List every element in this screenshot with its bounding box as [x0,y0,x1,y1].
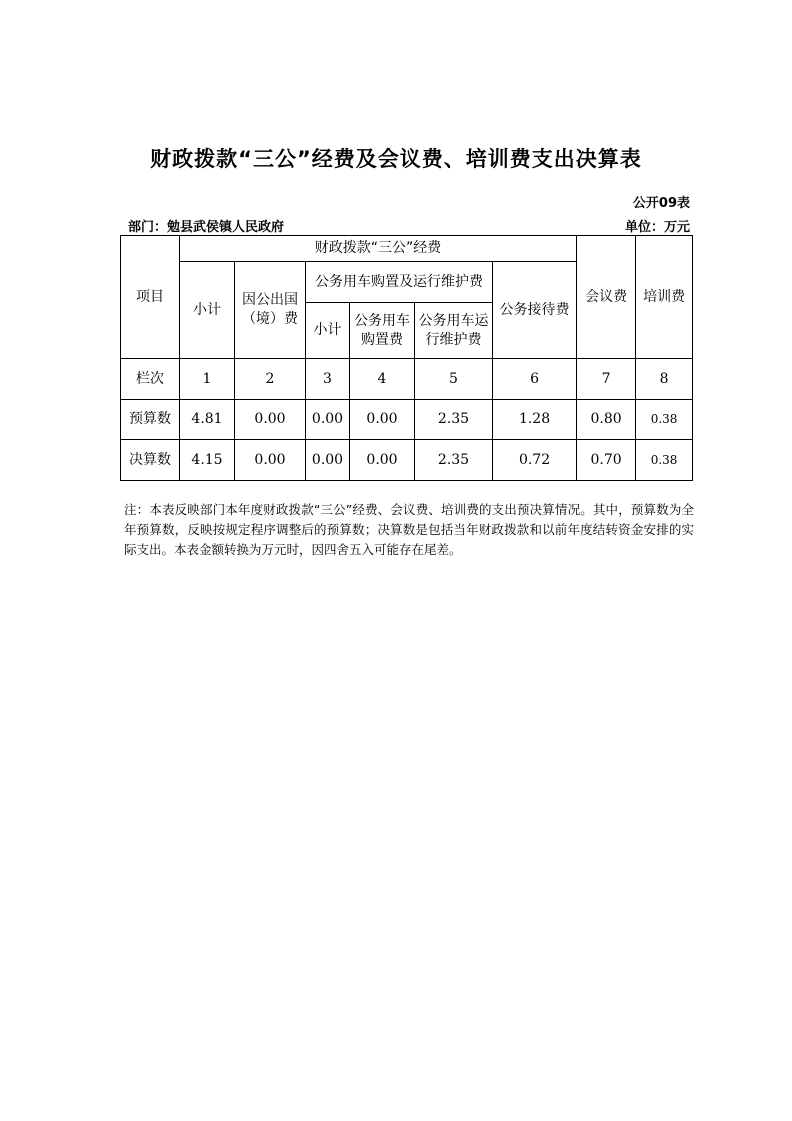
expenditure-table [120,235,693,481]
table-row-final [121,440,693,481]
header-three-public: 财政拨款“三公”经费 [180,236,577,262]
header-vehicle-run [415,303,493,359]
table-cell: 5 [415,359,493,400]
header-vehicle-purchase [350,303,415,359]
table-cell: 4 [350,359,415,400]
table-cell: 0.00 [306,440,350,481]
table-cell: 2.35 [415,440,493,481]
table-cell: 0.00 [306,400,350,440]
table-cell: 8 [636,359,693,400]
header-vehicle-run-line1: 公务用车运 [418,312,489,329]
table-cell: 1 [180,359,235,400]
header-subtotal: 小计 [180,262,235,359]
header-vehicle-purchase-line2: 购置费 [361,331,403,348]
table-cell: 0.00 [350,440,415,481]
table-cell: 0.00 [235,440,306,481]
header-vehicle-purchase-line1: 公务用车 [354,312,410,329]
header-abroad-line1: 因公出国 [242,292,298,308]
form-number: 公开09表 [632,196,690,211]
table-cell: 6 [493,359,577,400]
row-label: 决算数 [121,440,180,481]
table-cell: 0.80 [577,400,636,440]
table-cell: 0.70 [577,440,636,481]
row-label: 栏次 [121,359,180,400]
table-cell: 0.72 [493,440,577,481]
header-reception: 公务接待费 [493,262,577,359]
table-cell: 0.00 [350,400,415,440]
header-item: 项目 [121,236,180,359]
header-vehicle-run-line2: 行维护费 [425,331,482,348]
table-row-budget [121,400,693,440]
header-training: 培训费 [636,236,693,359]
table-cell: 2 [235,359,306,400]
report-title: 财政拨款“三公”经费及会议费、培训费支出决算表 [150,147,642,171]
table-cell: 0.00 [235,400,306,440]
table-cell: 4.15 [180,440,235,481]
header-vehicle: 公务用车购置及运行维护费 [306,262,493,303]
table-cell: 3 [306,359,350,400]
table-cell: 7 [577,359,636,400]
row-label: 预算数 [121,400,180,440]
table-cell: 0.38 [636,400,693,440]
table-cell: 0.38 [636,440,693,481]
header-abroad [235,262,306,359]
table-cell: 2.35 [415,400,493,440]
department-label: 部门：勉县武侯镇人民政府 [128,220,285,235]
header-abroad-line2: （境）费 [242,311,298,327]
unit-label: 单位：万元 [624,220,690,235]
header-vehicle-subtotal: 小计 [306,303,350,359]
footnote: 注：本表反映部门本年度财政拨款“三公”经费、会议费、培训费的支出预决算情况。其中，预算数为全年预算数，反映按规定程序调整后的预算数；决算数是包括当年财政拨款和以前年度结转资金安排的实际支出。本表金额转换为万元时，因四舍五入可能存在尾差。 [124,502,694,557]
table-cell: 1.28 [493,400,577,440]
table-cell: 4.81 [180,400,235,440]
header-meeting: 会议费 [577,236,636,359]
table-row-column-index [121,359,693,400]
